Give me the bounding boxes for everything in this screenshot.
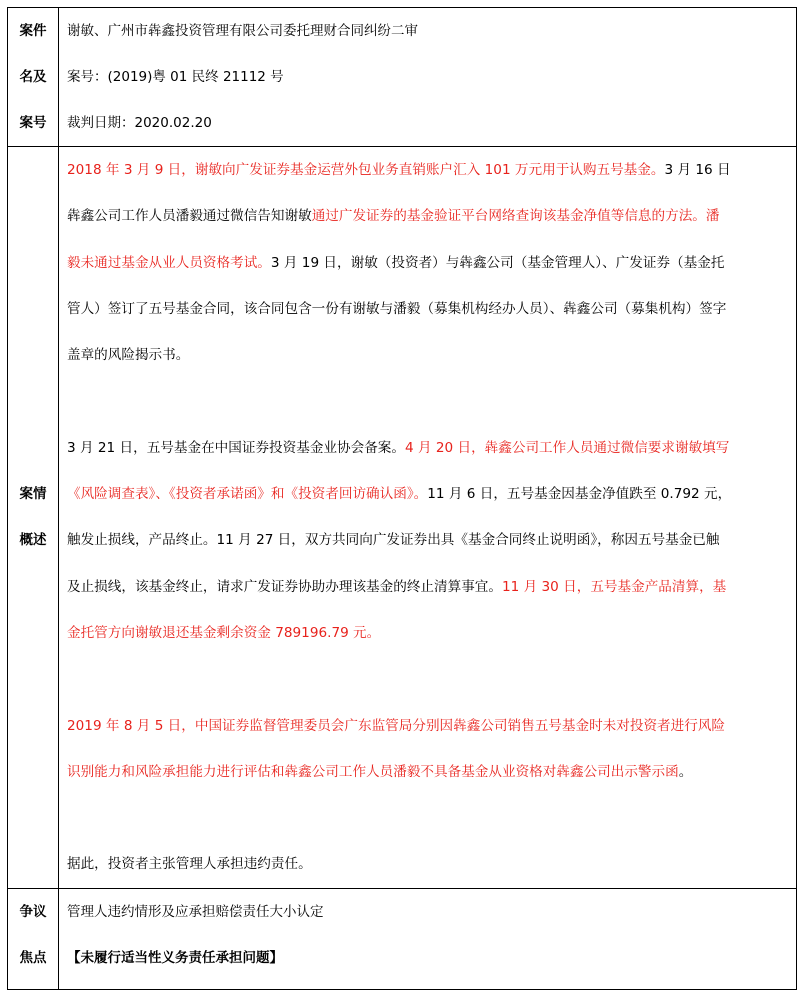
highlighted-text: 毅未通过基金从业人员资格考试。: [67, 254, 271, 271]
summary-line: [67, 841, 790, 887]
summary-line: [67, 147, 790, 193]
summary-text: 触发止损线，产品终止。11 月 27 日，双方共同向广发证券出具《基金合同终止说明函》，称因五号基金已触: [67, 532, 720, 549]
case-number: 案号：(2019)粤 01 民终 21112 号: [67, 69, 284, 85]
dispute-focus-label-cell: [8, 888, 59, 989]
case-name-row: [8, 8, 797, 147]
case-summary-label-cell: [8, 147, 59, 889]
summary-line: [67, 749, 790, 795]
case-summary-label-line: 概述: [19, 532, 47, 549]
case-name-label-line: 案号: [19, 115, 47, 131]
summary-text: 3 月 19 日，谢敏（投资者）与犇鑫公司（基金管理人）、广发证券（基金托: [270, 254, 725, 271]
summary-line: [67, 240, 790, 286]
highlighted-text: 《风险调查表》、《投资者承诺函》和《投资者回访确认函》。: [67, 486, 428, 503]
case-summary-body: [67, 147, 790, 888]
summary-text: 。: [678, 763, 693, 780]
summary-line: [67, 471, 790, 517]
highlighted-text: 金托管方向谢敏退还基金剩余资金 789196.79 元。: [67, 624, 381, 641]
highlighted-text: 4 月 20 日，犇鑫公司工作人员通过微信要求谢敏填写: [404, 439, 730, 456]
case-summary-row: [8, 147, 797, 889]
summary-text: 及止损线，该基金终止，请求广发证券协助办理该基金的终止清算事宜。: [67, 578, 502, 595]
highlighted-text: 11 月 30 日，五号基金产品清算，基: [502, 578, 727, 595]
summary-line: [67, 610, 790, 656]
summary-text: 3 月 21 日，五号基金在中国证券投资基金业协会备案。: [67, 439, 405, 456]
summary-text: 犇鑫公司工作人员潘毅通过微信告知谢敏: [67, 208, 312, 225]
dispute-focus-heading: 【未履行适当性义务责任承担问题】: [67, 949, 283, 966]
paragraph-spacer: [67, 795, 790, 841]
summary-line: [67, 286, 790, 332]
judgment-date: 裁判日期：2020.02.20: [67, 115, 212, 131]
dispute-focus-content-cell: [59, 888, 797, 989]
paragraph-spacer: [67, 378, 790, 424]
case-title: 谢敏、广州市犇鑫投资管理有限公司委托理财合同纠纷二审: [67, 23, 418, 39]
case-name-label-line: 名及: [19, 69, 47, 85]
case-summary-label-line: 案情: [19, 486, 47, 503]
summary-line: [67, 703, 790, 749]
highlighted-text: 2019 年 8 月 5 日，中国证券监督管理委员会广东监管局分别因犇鑫公司销售五号基金时未对投资者进行风险: [67, 717, 726, 734]
summary-text: 11 月 6 日，五号基金因基金净值跌至 0.792 元，: [427, 486, 732, 503]
case-name-content-cell: [59, 8, 797, 147]
summary-text: 管人）签订了五号基金合同，该合同包含一份有谢敏与潘毅（募集机构经办人员）、犇鑫公司（募集机构）签字: [67, 300, 727, 317]
summary-line: [67, 564, 790, 610]
case-document: [7, 7, 796, 966]
summary-text: 盖章的风险揭示书。: [67, 347, 190, 364]
dispute-focus-row: [8, 888, 797, 989]
summary-text: 据此，投资者主张管理人承担违约责任。: [67, 856, 312, 873]
highlighted-text: 通过广发证券的基金验证平台网络查询该基金净值等信息的方法。潘: [311, 208, 720, 225]
case-summary-content-cell: [59, 147, 797, 889]
highlighted-text: 识别能力和风险承担能力进行评估和犇鑫公司工作人员潘毅不具备基金从业资格对犇鑫公司出示警示函: [67, 763, 679, 780]
paragraph-spacer: [67, 656, 790, 702]
case-name-label-line: 案件: [19, 23, 47, 39]
summary-line: [67, 517, 790, 563]
summary-line: [67, 332, 790, 378]
summary-line: [67, 193, 790, 239]
case-name-label-cell: [8, 8, 59, 147]
dispute-focus-label-line: 争议: [19, 903, 47, 920]
dispute-focus-label-line: 焦点: [19, 949, 47, 966]
summary-text: 3 月 16 日: [664, 162, 731, 178]
dispute-focus-text: 管理人违约情形及应承担赔偿责任大小认定: [67, 903, 324, 920]
highlighted-text: 2018 年 3 月 9 日，谢敏向广发证券基金运营外包业务直销账户汇入 101 万元用于认购五号基金。: [67, 162, 665, 178]
case-table: [7, 7, 797, 990]
summary-line: [67, 425, 790, 471]
